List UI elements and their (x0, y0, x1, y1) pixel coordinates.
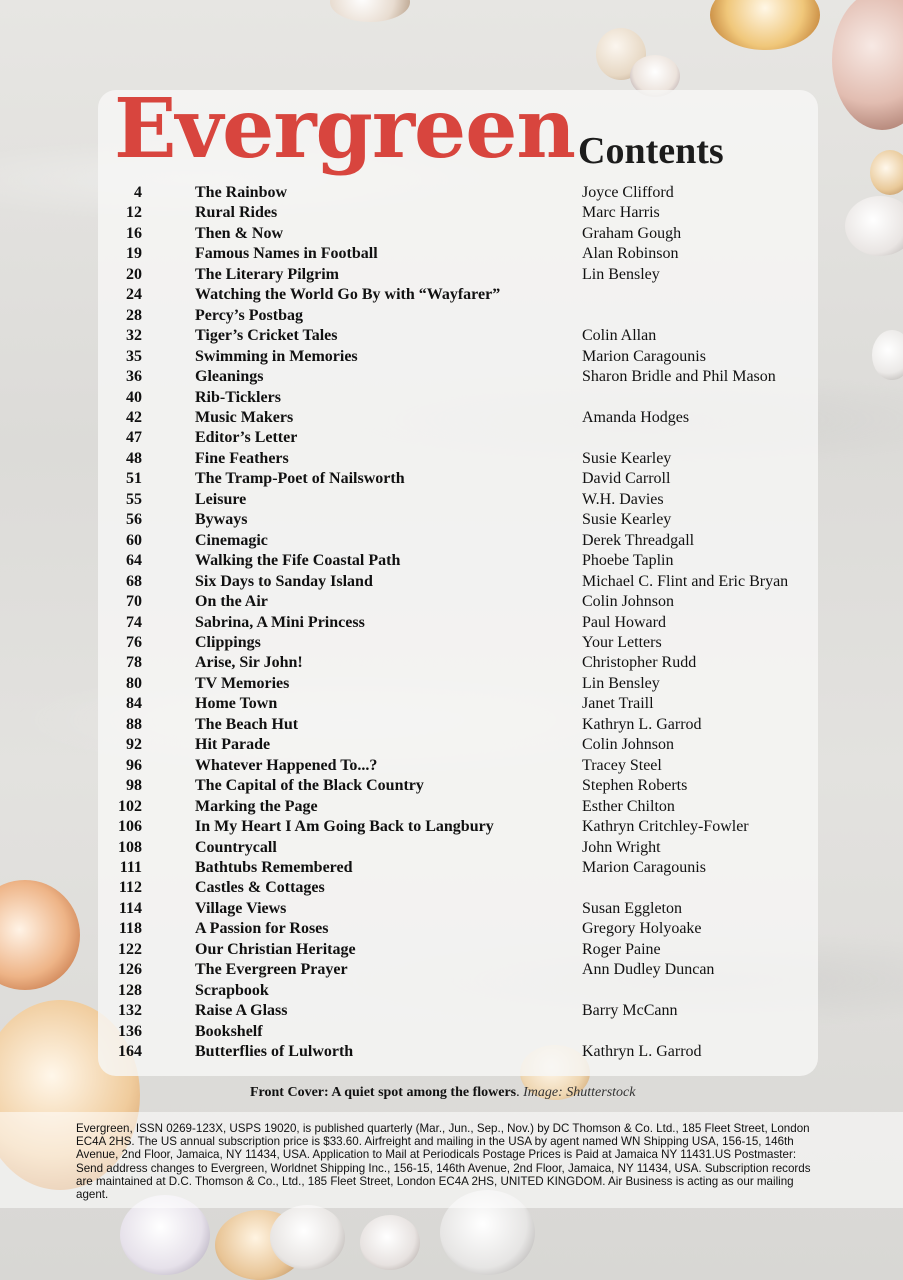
toc-row (100, 675, 820, 695)
toc-author: Kathryn Critchley-Fowler (582, 818, 749, 836)
toc-row (100, 245, 820, 265)
toc-article-title: Raise A Glass (195, 1002, 288, 1020)
toc-article-title: Hit Parade (195, 736, 271, 754)
toc-page-number: 84 (126, 695, 142, 713)
toc-author: Amanda Hodges (582, 408, 690, 426)
toc-article-title: Music Makers (195, 408, 294, 426)
toc-row (100, 593, 820, 613)
toc-row (100, 1023, 820, 1043)
toc-author: Lin Bensley (582, 265, 660, 283)
toc-page-number: 32 (126, 327, 142, 345)
toc-author: Christopher Rudd (582, 654, 697, 672)
toc-author: Alan Robinson (582, 245, 679, 263)
shell-decoration (845, 196, 903, 256)
toc-author: W.H. Davies (582, 490, 664, 508)
toc-author: Phoebe Taplin (582, 552, 674, 570)
toc-article-title: Swimming in Memories (195, 347, 358, 365)
toc-article-title: Byways (195, 511, 248, 529)
toc-page-number: 70 (126, 593, 142, 611)
toc-row (100, 409, 820, 429)
toc-author: Gregory Holyoake (582, 920, 702, 938)
toc-page-number: 48 (126, 449, 142, 467)
toc-row (100, 879, 820, 899)
toc-row (100, 532, 820, 552)
toc-author: Colin Allan (582, 327, 657, 345)
toc-row (100, 573, 820, 593)
toc-row (100, 389, 820, 409)
cover-caption-text: Front Cover: A quiet spot among the flowers (250, 1085, 517, 1100)
toc-author: Tracey Steel (582, 756, 662, 774)
toc-row (100, 757, 820, 777)
toc-article-title: Village Views (195, 899, 287, 917)
toc-page-number: 102 (118, 797, 142, 815)
toc-author: Your Letters (582, 633, 662, 651)
toc-author: Joyce Clifford (582, 184, 674, 201)
toc-row (100, 839, 820, 859)
publication-legal-notice: Evergreen, ISSN 0269-123X, USPS 19020, is published quarterly (Mar., Jun., Sep., Nov.) by DC Thomson & Co. Ltd., 185 Fleet Street, London EC4A 2HS. The US annual subscription price is $33.60. Airfreight and mailing in the USA by agent named WN Shipping USA, 156-15, 146th Avenue, 2nd Floor, Jamaica, NY 11434, USA. Application to Mail at Periodicals Postage Prices is Paid at Jamaica NY 11431.US Postmaster: Send address changes to Evergreen, Worldnet Shipping Inc., 156-15, 146th Avenue, 2nd Floor, Jamaica, NY 11434, USA. Subscription records are maintained at D.C. Thomson & Co., Ltd., 185 Fleet Street, London EC4A 2HS, UNITED KINGDOM. Air Business is acting as our mailing agent. (76, 1122, 811, 1202)
toc-page-number: 51 (126, 470, 142, 488)
page-title: Contents (578, 130, 724, 172)
toc-author: Susan Eggleton (582, 899, 682, 917)
shell-decoration (872, 330, 903, 380)
toc-page-number: 126 (118, 961, 142, 979)
toc-author: Stephen Roberts (582, 777, 688, 795)
toc-article-title: A Passion for Roses (195, 920, 329, 938)
toc-author: Susie Kearley (582, 511, 672, 529)
toc-page-number: 98 (126, 777, 142, 795)
toc-row (100, 736, 820, 756)
toc-page-number: 20 (126, 265, 142, 283)
toc-page-number: 35 (126, 347, 142, 365)
toc-article-title: Walking the Fife Coastal Path (195, 552, 401, 570)
toc-row (100, 327, 820, 347)
toc-author: Marion Caragounis (582, 858, 706, 876)
toc-article-title: Editor’s Letter (195, 429, 298, 447)
toc-article-title: Scrapbook (195, 981, 269, 999)
toc-row (100, 204, 820, 224)
toc-row (100, 491, 820, 511)
toc-row (100, 307, 820, 327)
toc-article-title: Butterflies of Lulworth (195, 1043, 354, 1061)
shell-decoration (0, 880, 80, 990)
toc-page-number: 122 (118, 940, 142, 958)
toc-author: Graham Gough (582, 224, 682, 242)
toc-page-number: 78 (126, 654, 142, 672)
toc-article-title: Six Days to Sanday Island (195, 572, 373, 590)
toc-page-number: 4 (134, 184, 142, 201)
toc-row (100, 634, 820, 654)
shell-decoration (832, 0, 903, 130)
toc-row (100, 511, 820, 531)
toc-page-number: 80 (126, 674, 142, 692)
toc-row (100, 920, 820, 940)
toc-row (100, 941, 820, 961)
toc-page-number: 16 (126, 224, 142, 242)
toc-page-number: 114 (118, 899, 142, 917)
toc-row (100, 348, 820, 368)
toc-page-number: 92 (126, 736, 142, 754)
shell-decoration (360, 1215, 420, 1270)
toc-article-title: Arise, Sir John! (195, 654, 303, 672)
toc-article-title: In My Heart I Am Going Back to Langbury (195, 818, 494, 836)
toc-row (100, 818, 820, 838)
toc-article-title: Clippings (195, 633, 261, 651)
shell-decoration (870, 150, 903, 195)
toc-author: Kathryn L. Garrod (582, 1043, 702, 1061)
toc-author: Michael C. Flint and Eric Bryan (582, 572, 789, 590)
toc-article-title: Rural Rides (195, 204, 278, 222)
shell-decoration (710, 0, 820, 50)
toc-author: Esther Chilton (582, 797, 675, 815)
cover-image-credit: Image: Shutterstock (523, 1085, 636, 1100)
toc-page-number: 40 (126, 388, 142, 406)
toc-row (100, 368, 820, 388)
toc-row (100, 470, 820, 490)
front-cover-caption: Front Cover: A quiet spot among the flowers. Image: Shutterstock (250, 1085, 636, 1100)
toc-page-number: 56 (126, 511, 142, 529)
toc-page-number: 164 (118, 1043, 142, 1061)
toc-page-number: 12 (126, 204, 142, 222)
toc-article-title: Rib-Ticklers (195, 388, 281, 406)
toc-row (100, 982, 820, 1002)
toc-article-title: Leisure (195, 490, 247, 508)
toc-page-number: 76 (126, 633, 142, 651)
toc-page-number: 36 (126, 368, 142, 386)
toc-page-number: 19 (126, 245, 142, 263)
toc-page-number: 106 (118, 818, 142, 836)
toc-article-title: Our Christian Heritage (195, 940, 356, 958)
toc-page-number: 64 (126, 552, 142, 570)
toc-article-title: Countrycall (195, 838, 277, 856)
toc-article-title: Watching the World Go By with “Wayfarer” (195, 286, 501, 304)
toc-author: Janet Traill (582, 695, 654, 713)
toc-row (100, 1043, 820, 1063)
toc-author: Kathryn L. Garrod (582, 715, 702, 733)
toc-author: David Carroll (582, 470, 671, 488)
toc-author: Paul Howard (582, 613, 666, 631)
toc-page-number: 118 (118, 920, 142, 938)
toc-article-title: Cinemagic (195, 531, 268, 549)
toc-article-title: Home Town (195, 695, 278, 713)
toc-page-number: 96 (126, 756, 142, 774)
toc-page-number: 47 (126, 429, 142, 447)
shell-decoration (270, 1205, 345, 1270)
toc-page-number: 42 (126, 408, 142, 426)
toc-row (100, 266, 820, 286)
toc-author: Derek Threadgall (582, 531, 695, 549)
toc-article-title: The Beach Hut (195, 715, 299, 733)
toc-article-title: The Capital of the Black Country (195, 777, 424, 795)
toc-page-number: 74 (126, 613, 142, 631)
toc-author: Sharon Bridle and Phil Mason (582, 368, 776, 386)
toc-author: Marc Harris (582, 204, 660, 222)
table-of-contents (100, 184, 820, 1063)
toc-article-title: Gleanings (195, 368, 264, 386)
toc-author: Ann Dudley Duncan (582, 961, 715, 979)
toc-row (100, 286, 820, 306)
toc-author: Colin Johnson (582, 593, 675, 611)
toc-article-title: Marking the Page (195, 797, 318, 815)
toc-page-number: 111 (119, 858, 142, 876)
toc-row (100, 859, 820, 879)
toc-article-title: Castles & Cottages (195, 879, 325, 897)
toc-row (100, 1002, 820, 1022)
toc-page-number: 112 (118, 879, 142, 897)
toc-author: Barry McCann (582, 1002, 678, 1020)
toc-author: Colin Johnson (582, 736, 675, 754)
toc-row (100, 777, 820, 797)
toc-row (100, 695, 820, 715)
toc-row (100, 614, 820, 634)
toc-article-title: The Rainbow (195, 184, 288, 201)
toc-page-number: 128 (118, 981, 142, 999)
toc-page-number: 68 (126, 572, 142, 590)
toc-page-number: 136 (118, 1022, 142, 1040)
toc-article-title: Then & Now (195, 224, 284, 242)
toc-article-title: TV Memories (195, 674, 290, 692)
toc-page-number: 88 (126, 715, 142, 733)
toc-row (100, 900, 820, 920)
toc-row (100, 552, 820, 572)
toc-article-title: Bookshelf (195, 1022, 263, 1040)
masthead-logo: Evergreen (114, 81, 576, 177)
toc-article-title: Percy’s Postbag (195, 306, 303, 324)
toc-article-title: Famous Names in Football (195, 245, 378, 263)
toc-article-title: The Evergreen Prayer (195, 961, 348, 979)
toc-article-title: Tiger’s Cricket Tales (195, 327, 338, 345)
toc-article-title: Whatever Happened To...? (195, 756, 378, 774)
toc-article-title: Bathtubs Remembered (195, 858, 353, 876)
toc-page-number: 132 (118, 1002, 142, 1020)
toc-page-number: 28 (126, 306, 142, 324)
toc-row (100, 798, 820, 818)
toc-row (100, 184, 820, 204)
toc-author: Lin Bensley (582, 674, 660, 692)
toc-page-number: 55 (126, 490, 142, 508)
toc-article-title: The Literary Pilgrim (195, 265, 339, 283)
toc-article-title: The Tramp-Poet of Nailsworth (195, 470, 405, 488)
toc-page-number: 60 (126, 531, 142, 549)
toc-row (100, 225, 820, 245)
toc-row (100, 450, 820, 470)
toc-article-title: On the Air (195, 593, 268, 611)
toc-page-number: 24 (126, 286, 142, 304)
shell-decoration (330, 0, 410, 22)
toc-author: Roger Paine (582, 940, 661, 958)
toc-author: Susie Kearley (582, 449, 672, 467)
toc-row (100, 654, 820, 674)
toc-author: John Wright (582, 838, 661, 856)
toc-page-number: 108 (118, 838, 142, 856)
toc-row (100, 716, 820, 736)
toc-author: Marion Caragounis (582, 347, 706, 365)
toc-row (100, 961, 820, 981)
toc-row (100, 429, 820, 449)
toc-article-title: Sabrina, A Mini Princess (195, 613, 365, 631)
toc-article-title: Fine Feathers (195, 449, 289, 467)
